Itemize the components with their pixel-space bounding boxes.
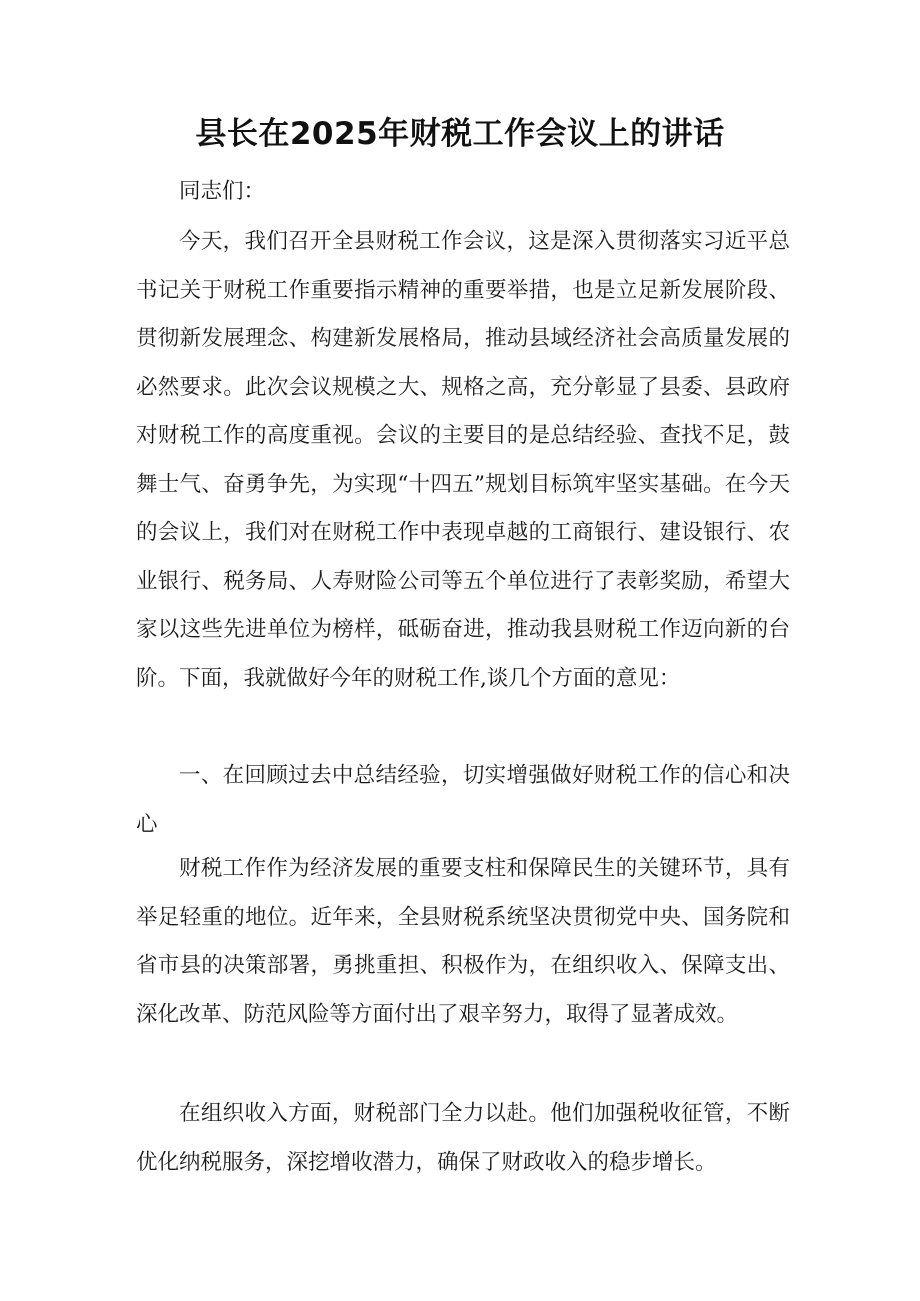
- document-title: 县长在2025年财税工作会议上的讲话: [195, 116, 725, 152]
- paragraph-section1-overview: 财税工作作为经济发展的重要支柱和保障民生的关键环节，具有举足轻重的地位。近年来，全县财税系统坚决贯彻党中央、国务院和省市县的决策部署，勇挑重担、积极作为，在组织收入、保障支出、深化改革、防范风险等方面付出了艰辛努力，取得了显著成效。: [136, 856, 790, 1027]
- paragraph-intro: 今天，我们召开全县财税工作会议，这是深入贯彻落实习近平总书记关于财税工作重要指示精神的重要举措，也是立足新发展阶段、贯彻新发展理念、构建新发展格局，推动县域经济社会高质量发展的必然要求。此次会议规模之大、规格之高，充分彰显了县委、县政府对财税工作的高度重视。会议的主要目的是总结经验、查找不足，鼓舞士气、奋勇争先，为实现“十四五”规划目标筑牢坚实基础。在今天的会议上，我们对在财税工作中表现卓越的工商银行、建设银行、农业银行、税务局、人寿财险公司等五个单位进行了表彰奖励，希望大家以这些先进单位为榜样，砥砺奋进，推动我县财税工作迈向新的台阶。下面，我就做好今年的财税工作,谈几个方面的意见：: [136, 229, 790, 691]
- salutation: 同志们：: [179, 179, 266, 204]
- section-heading-1: 一、在回顾过去中总结经验，切实增强做好财税工作的信心和决心: [136, 763, 790, 837]
- paragraph-revenue: 在组织收入方面，财税部门全力以赴。他们加强税收征管，不断优化纳税服务，深挖增收潜力，确保了财政收入的稳步增长。: [136, 1101, 790, 1175]
